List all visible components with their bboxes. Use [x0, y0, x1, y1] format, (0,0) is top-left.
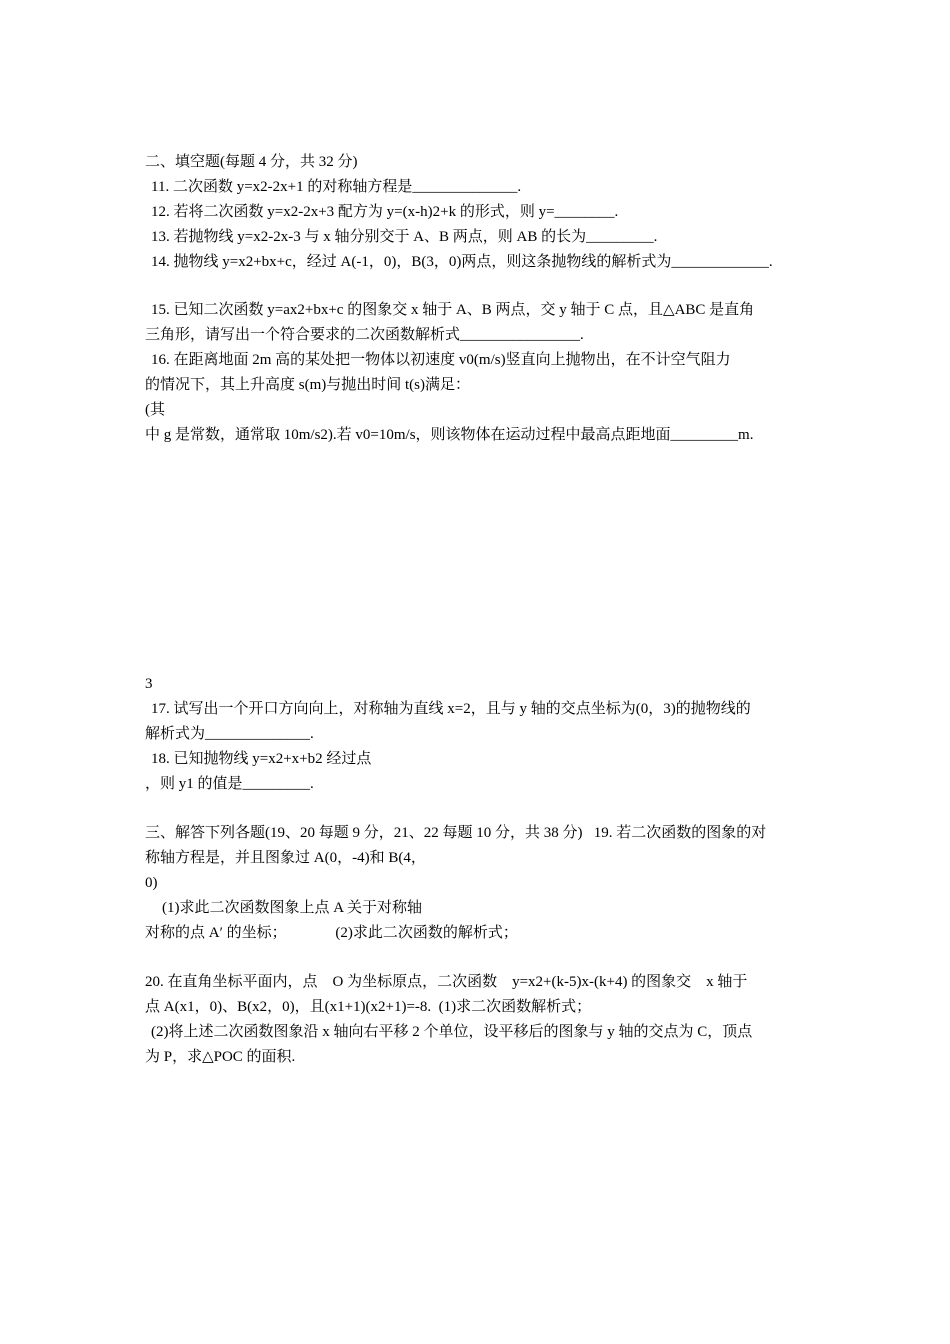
question-20-line-2: 点 A(x1，0)、B(x2，0)，且(x1+1)(x2+1)=-8. (1)求二次函数解析式；	[145, 999, 592, 1015]
section-3-title: 三、解答下列各题(19、20 每题 9 分，21、22 每题 10 分，共 38 分) 19. 若二次函数的图象的对	[145, 825, 767, 841]
question-16-line-4: 中 g 是常数，通常取 10m/s2).若 v0=10m/s，则该物体在运动过程中最高点距地面_________m.	[145, 427, 754, 443]
question-20-line-1: 20. 在直角坐标平面内，点 O 为坐标原点，二次函数 y=x2+(k-5)x-(k+4) 的图象交 x 轴于	[145, 974, 748, 990]
question-19-parts: 对称的点 A′ 的坐标； (2)求此二次函数的解析式；	[145, 925, 518, 941]
question-19-line-3: 0)	[145, 875, 158, 891]
section-2-title: 二、填空题(每题 4 分，共 32 分)	[145, 154, 358, 170]
question-15-line-1: 15. 已知二次函数 y=ax2+bx+c 的图象交 x 轴于 A、B 两点，交 y 轴于 C 点，且△ABC 是直角	[151, 302, 755, 318]
question-12: 12. 若将二次函数 y=x2-2x+3 配方为 y=(x-h)2+k 的形式，则 y=________.	[151, 204, 619, 220]
question-15-line-2: 三角形，请写出一个符合要求的二次函数解析式________________.	[145, 327, 584, 343]
question-20-line-3: (2)将上述二次函数图象沿 x 轴向右平移 2 个单位，设平移后的图象与 y 轴的交点为 C，顶点	[151, 1024, 753, 1040]
question-14: 14. 抛物线 y=x2+bx+c，经过 A(-1，0)，B(3，0)两点，则这条抛物线的解析式为_____________.	[151, 254, 773, 270]
question-19-part-1: (1)求此二次函数图象上点 A 关于对称轴	[162, 900, 422, 916]
question-20-line-4: 为 P，求△POC 的面积.	[145, 1049, 296, 1065]
question-13: 13. 若抛物线 y=x2-2x-3 与 x 轴分别交于 A、B 两点，则 AB 的长为_________.	[151, 229, 658, 245]
question-18-line-1: 18. 已知抛物线 y=x2+x+b2 经过点	[151, 751, 372, 767]
question-16-line-3: (其	[145, 402, 165, 418]
question-17-line-1: 17. 试写出一个开口方向向上，对称轴为直线 x=2，且与 y 轴的交点坐标为(0，3)的抛物线的	[151, 701, 751, 717]
question-11: 11. 二次函数 y=x2-2x+1 的对称轴方程是______________.	[151, 179, 522, 195]
question-16-line-2: 的情况下，其上升高度 s(m)与抛出时间 t(s)满足：	[145, 377, 470, 393]
question-17-line-2: 解析式为______________.	[145, 726, 314, 742]
page-fragment-3: 3	[145, 676, 153, 692]
question-19-line-2: 称轴方程是，并且图象过 A(0，-4)和 B(4，	[145, 850, 426, 866]
question-18-line-2: ，则 y1 的值是_________.	[145, 776, 314, 792]
question-16-line-1: 16. 在距离地面 2m 高的某处把一物体以初速度 v0(m/s)竖直向上抛物出，在不计空气阻力	[151, 352, 731, 368]
